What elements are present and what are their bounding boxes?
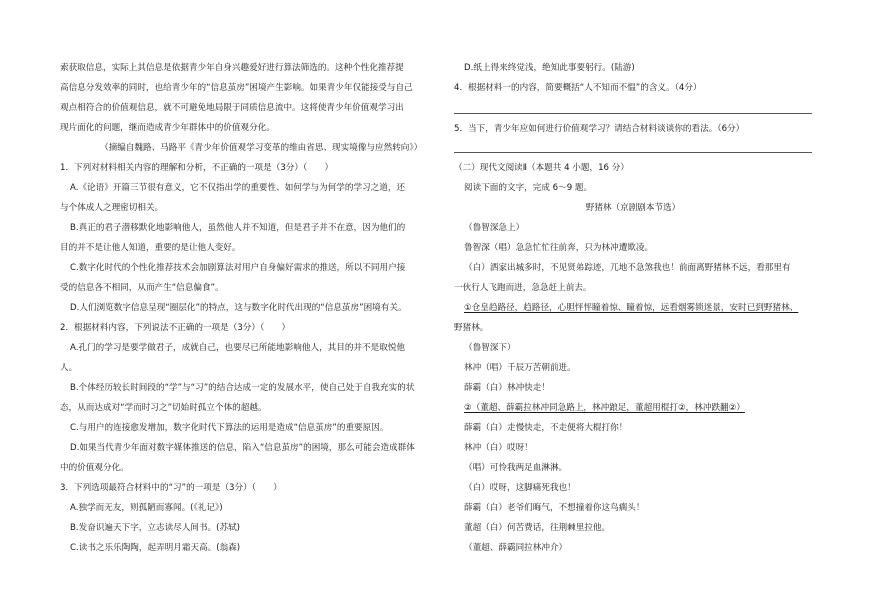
play-line-9: 薛霸（白）林冲快走！ (464, 383, 550, 393)
q4-stem: 4．根据材料一的内容，简要概括“人不知而不愠”的含义。（4分） (454, 83, 702, 93)
intro-line-1: 索获取信息，实际上其信息是依据青少年自身兴趣爱好进行算法筛选的。这种个性化推荐提 (60, 63, 404, 73)
q3-option-a: A.独学而无友，则孤陋而寡闻。(《礼记》) (70, 503, 223, 513)
q1-option-c-line-2: 受的信息各不相同，从而产生“信息偏食”。 (60, 283, 224, 293)
section-heading: （二）现代文阅读Ⅱ（本题共 4 小题，16 分） (454, 163, 629, 173)
play-line-13: （唱）可怜我两足血淋淋。 (464, 463, 568, 473)
q2-option-a-line-1: A.孔门的学习是要学做君子，成就自己，也要尽已所能地影响他人，其目的并不是取悦他 (70, 343, 406, 353)
q1-option-b-line-1: B.真正的君子潜移默化地影响他人，虽然他人并不知道，但是君子并不在意，因为他们的 (70, 223, 406, 233)
q2-option-a-line-2: 人。 (60, 363, 78, 373)
play-line-2: 鲁智深（唱）急急忙忙往前奔，只为林冲遭欺凌。 (464, 243, 654, 253)
q3-stem: 3．下列选项最符合材料中的“习”的一项是（3分）（ ） (60, 483, 282, 493)
play-line-5: ①仓皇趋路径，趋路径，心胆怦怦瞳着惊、瞳着惊，远看烟雾锁迷景，安时已到野猪林、 (464, 303, 799, 313)
intro-line-3: 观点相符合的价值观信息，就不可避免地局限于同质信息流中。这将使青少年价值观学习出 (60, 103, 404, 113)
play-line-3: （白）洒家出城多时，不见贤弟踪迹，兀地不急煞我也！前面离野猪林不远，看那里有 (464, 263, 791, 273)
q1-option-a-line-2: 与个体成人之理密切相关。 (60, 203, 164, 213)
play-title: 野猪林（京剧剧本节选） (585, 203, 681, 213)
q1-option-c-line-1: C.数字化时代的个性化推荐技术会加剧算法对用户自身偏好需求的推送，所以不同用户接 (70, 263, 406, 273)
q1-option-a-line-1: A.《论语》开篇三节很有意义，它不仅指出学的重要性、如何学与为何学的学习之道，还 (70, 183, 406, 193)
play-line-17: （董超、薛霸同拉林冲介） (464, 543, 568, 553)
intro-line-2: 高信息分发效率的同时，也给青少年的“信息茧房”困境产生影响。如果青少年仅能接受与自己 (60, 83, 413, 93)
reading-instruction: 阅读下面的文字，完成 6～9 题。 (464, 183, 593, 193)
q5-answer-line (454, 152, 812, 153)
q3-option-c: C.读书之乐乐陶陶，起弄明月霜天高。(翁森) (70, 543, 241, 553)
play-line-16: 董超（白）何苦费话，往荆棘里拉他。 (464, 523, 611, 533)
q2-option-d-line-2: 中的价值观分化。 (60, 463, 129, 473)
q1-stem: 1．下列对材料相关内容的理解和分析，不正确的一项是（3分）（ ） (60, 163, 334, 173)
q2-stem: 2．根据材料内容，下列说法不正确的一项是（3分）（ ） (60, 323, 291, 333)
play-line-8: 林冲（唱）千辰万苦朝前进。 (464, 363, 576, 373)
play-line-11: 薛霸（白）走慢快走，不走便将大棍打你！ (464, 423, 628, 433)
intro-line-4: 现片面化的问题，继而造成青少年群体中的价值观分化。 (60, 123, 275, 133)
q3-option-d: D.纸上得来终觉浅，绝知此事要躬行。(陆游) (464, 63, 635, 73)
q4-answer-line (454, 113, 812, 114)
q2-option-b-line-1: B.个体经历较长时间段的“学”与“习”的结合达成一定的发展水平，使自己处于自我充实的状 (70, 383, 415, 393)
play-line-10: ②（董超、薛霸拉林冲同急路上，林冲踉足，董超用棍打②，林冲跌翻②） (464, 403, 745, 413)
q2-option-d-line-1: D.如果当代青少年面对数字媒体推送的信息，陷入“信息茧房”的困境，那么可能会造成群体 (70, 443, 415, 453)
q2-option-b-line-2: 态，从而达成对“学而时习之”切始时孤立个体的超越。 (60, 403, 267, 413)
play-line-7: （鲁智深下） (464, 343, 516, 353)
q5-stem: 5．当下，青少年应如何进行价值观学习？请结合材料谈谈你的看法。（6分） (454, 124, 745, 134)
play-line-4: 一伙行人飞跑而进，急急赶上前去。 (454, 283, 592, 293)
source-citation: （摘编自魏路、马路平《青少年价值观学习变革的维由省思、现实境像与应然转向》） (100, 143, 423, 153)
play-line-14: （白）哎呀，这脚痛死我也！ (464, 483, 576, 493)
play-line-12: 林冲（白）哎呀！ (464, 443, 533, 453)
q3-option-b: B.发奋识遍天下字，立志读尽人间书。(苏轼) (70, 523, 241, 533)
q1-option-d: D.人们浏览数字信息呈现“圈层化”的特点，这与数字化时代出现的“信息茧房”困境有关。 (70, 303, 407, 313)
play-line-1: （鲁智深急上） (464, 223, 525, 233)
play-line-15: 薛霸（白）老爷们晦气，不想撞着你这鸟瘸头！ (464, 503, 645, 513)
q1-option-b-line-2: 目的并不是让他人知道，重要的是让他人变好。 (60, 243, 241, 253)
q2-option-c: C.与用户的连接愈发增加，数字化时代下算法的运用是造成“信息茧房”的重要原因。 (70, 423, 389, 433)
play-line-6: 野猪林。 (454, 323, 489, 333)
